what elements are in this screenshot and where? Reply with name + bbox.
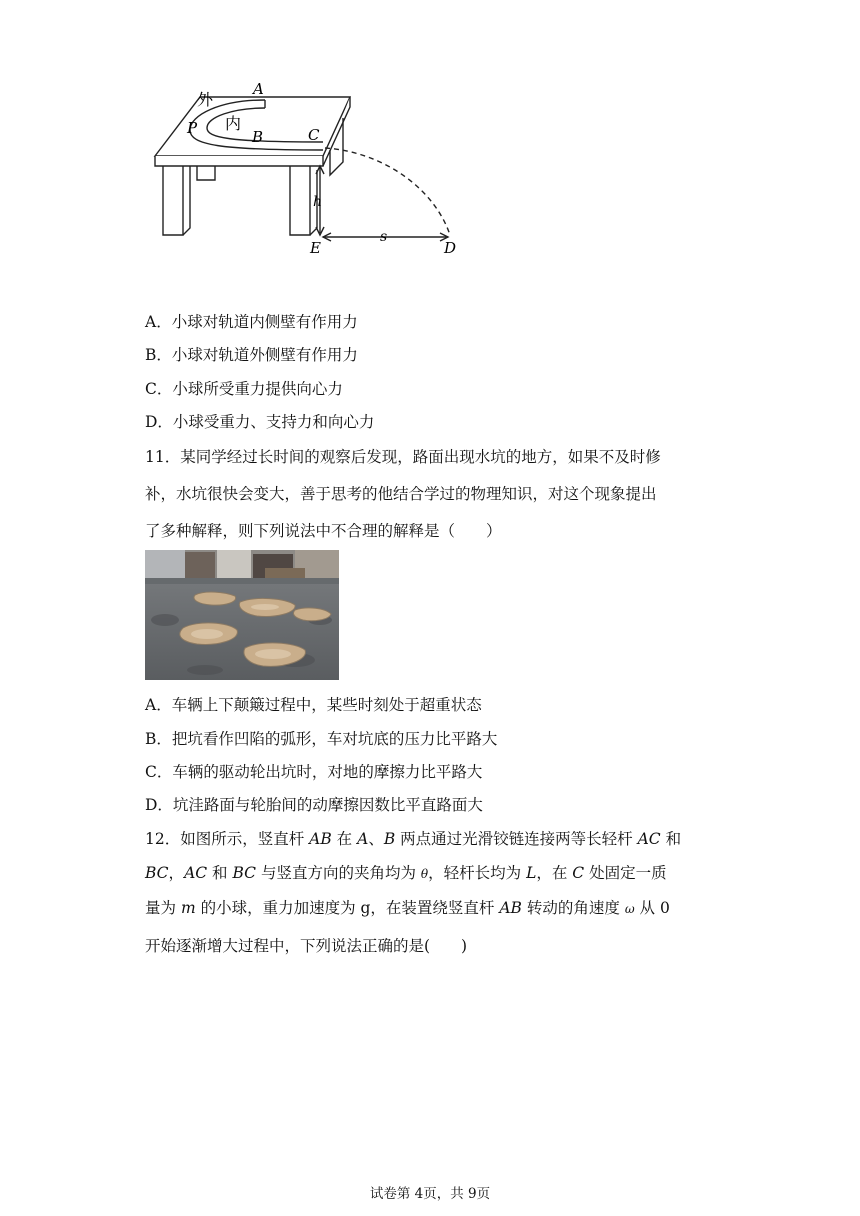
q12-var: C xyxy=(572,864,585,882)
q12-text: 和 xyxy=(660,830,682,848)
q12-var: AC xyxy=(184,864,208,882)
q12-var: m xyxy=(180,899,196,917)
q11-option-b: B．把坑看作凹陷的弧形，车对坑底的压力比平路大 xyxy=(145,730,498,748)
label-B: B xyxy=(252,128,264,146)
label-inner: 内 xyxy=(225,114,242,133)
table-track-figure xyxy=(145,70,475,265)
q12-stem-line-3 xyxy=(145,896,670,918)
q12-text: 12．如图所示，竖直杆 xyxy=(145,830,310,848)
q12-var: BC xyxy=(145,864,169,882)
q10-option-c: C．小球所受重力提供向心力 xyxy=(145,380,343,398)
label-A: A xyxy=(253,80,264,98)
q12-var: θ xyxy=(420,867,429,881)
q12-text: ， xyxy=(168,864,185,882)
q11-option-c: C．车辆的驱动轮出坑时，对地的摩擦力比平路大 xyxy=(145,763,483,781)
q11-stem-line-1: 11．某同学经过长时间的观察后发现，路面出现水坑的地方，如果不及时修 xyxy=(145,448,661,466)
q12-text: 量为 xyxy=(145,899,181,917)
q12-text: 、 xyxy=(368,830,384,848)
q12-text: 和 xyxy=(207,864,233,882)
q12-var: B xyxy=(383,830,396,848)
q12-text: 与竖直方向的夹角均为 xyxy=(256,864,421,882)
q12-var: BC xyxy=(232,864,257,882)
label-E: E xyxy=(310,239,321,257)
q12-var: L xyxy=(526,864,537,882)
q12-var: AB xyxy=(499,899,522,917)
q10-option-a: A．小球对轨道内侧壁有作用力 xyxy=(145,313,358,331)
label-outer: 外 xyxy=(197,90,214,109)
label-s: s xyxy=(380,229,388,245)
q12-text: 从 0 xyxy=(634,899,670,917)
q12-stem-line-4: 开始逐渐增大过程中，下列说法正确的是( ) xyxy=(145,937,468,955)
q10-option-b: B．小球对轨道外侧壁有作用力 xyxy=(145,346,358,364)
q12-var: AB xyxy=(309,830,332,848)
q11-option-a: A．车辆上下颠簸过程中，某些时刻处于超重状态 xyxy=(145,696,482,714)
q12-text: 转动的角速度 xyxy=(521,899,625,917)
label-C: C xyxy=(308,126,320,144)
label-h: h xyxy=(313,194,323,210)
q12-stem-line-1 xyxy=(145,827,681,849)
q11-stem-line-2: 补，水坑很快会变大，善于思考的他结合学过的物理知识，对这个现象提出 xyxy=(145,485,657,503)
label-D: D xyxy=(444,239,457,257)
q12-stem-line-2 xyxy=(145,861,667,883)
q12-text: 处固定一质 xyxy=(584,864,667,882)
q12-var: AC xyxy=(637,830,661,848)
q12-text: ，在 xyxy=(536,864,573,882)
q11-stem-line-3: 了多种解释，则下列说法中不合理的解释是（ ） xyxy=(145,522,502,540)
q12-text: 两点通过光滑铰链连接两等长轻杆 xyxy=(395,830,638,848)
q12-var: ω xyxy=(624,902,635,916)
label-P: P xyxy=(187,119,198,137)
q11-option-d: D．坑洼路面与轮胎间的动摩擦因数比平直路面大 xyxy=(145,796,483,814)
page-footer: 试卷第 4页，共 9页 xyxy=(369,1186,491,1202)
q12-text: 的小球，重力加速度为 g，在装置绕竖直杆 xyxy=(195,899,500,917)
q12-text: ，轻杆长均为 xyxy=(428,864,527,882)
q10-option-d: D．小球受重力、支持力和向心力 xyxy=(145,413,375,431)
q12-var: A xyxy=(357,830,369,848)
pothole-road-photo xyxy=(145,550,339,680)
q12-text: 在 xyxy=(331,830,358,848)
